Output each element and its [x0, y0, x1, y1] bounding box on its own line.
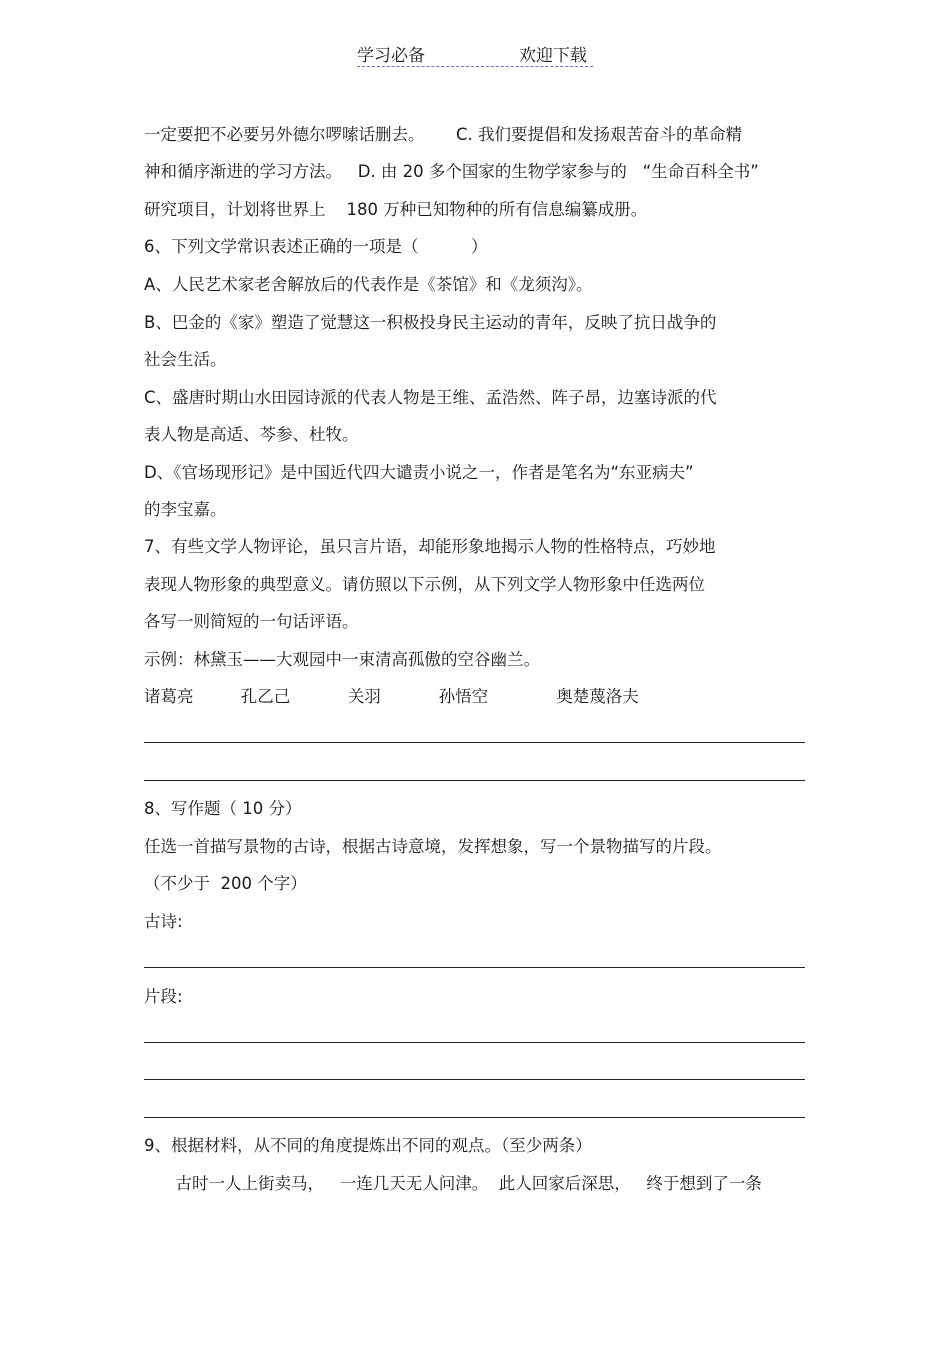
question-6-option-c: C、盛唐时期山水田园诗派的代表人物是王维、孟浩然、阵子昂，边塞诗派的代 — [144, 388, 717, 407]
question-6-option-c-cont: 表人物是高适、芩参、杜牧。 — [144, 425, 359, 444]
question-8-requirement: （不少于 200 个字） — [144, 874, 307, 893]
question-6-option-a: A、人民艺术家老舍解放后的代表作是《茶馆》和《龙须沟》。 — [144, 275, 593, 294]
question-7-characters: 诸葛亮 孔乙己 关羽 孙悟空 奥楚蔑洛夫 — [144, 687, 639, 706]
question-6-stem: 6、下列文学常识表述正确的一项是（ ） — [144, 237, 488, 256]
question-7-stem-cont: 表现人物形象的典型意义。请仿照以下示例，从下列文学人物形象中任选两位 — [144, 575, 705, 594]
question-7-example: 示例：林黛玉——大观园中一束清高孤傲的空谷幽兰。 — [144, 650, 540, 669]
text-line-1: 一定要把不必要另外德尔啰嗦话删去。 C. 我们要提倡和发扬艰苦奋斗的革命精 — [144, 125, 742, 144]
question-6-option-d: D、《官场现形记》是中国近代四大谴责小说之一，作者是笔名为“东亚病夫” — [144, 463, 694, 482]
page-header — [357, 40, 593, 67]
answer-line[interactable] — [144, 1079, 805, 1080]
answer-line[interactable] — [144, 1117, 805, 1118]
text-line-2: 神和循序渐进的学习方法。 D. 由 20 多个国家的生物学家参与的 “生命百科全书” — [144, 162, 759, 181]
header-right-text: 欢迎下载 — [519, 46, 587, 66]
answer-line[interactable] — [144, 742, 805, 743]
question-6-option-b: B、巴金的《家》塑造了觉慧这一积极投身民主运动的青年，反映了抗日战争的 — [144, 313, 717, 332]
answer-line[interactable] — [144, 1042, 805, 1043]
header-left-text: 学习必备 — [357, 46, 425, 66]
question-6-option-b-cont: 社会生活。 — [144, 350, 227, 369]
question-9-stem: 9、根据材料，从不同的角度提炼出不同的观点。（至少两条） — [144, 1136, 592, 1155]
question-8-stem: 8、写作题（ 10 分） — [144, 799, 302, 818]
passage-label: 片段: — [144, 987, 183, 1006]
question-9-material: 古时一人上街卖马， 一连几天无人问津。 此人回家后深思， 终于想到了一条 — [144, 1174, 762, 1193]
answer-line[interactable] — [144, 780, 805, 781]
question-7-stem-cont2: 各写一则简短的一句话评语。 — [144, 612, 359, 631]
text-line-3: 研究项目，计划将世界上 180 万种已知物种的所有信息编纂成册。 — [144, 200, 648, 219]
poem-label: 古诗: — [144, 912, 183, 931]
question-7-stem: 7、有些文学人物评论，虽只言片语，却能形象地揭示人物的性格特点，巧妙地 — [144, 537, 716, 556]
answer-line[interactable] — [144, 967, 805, 968]
question-6-option-d-cont: 的李宝嘉。 — [144, 500, 227, 519]
question-8-instruction: 任选一首描写景物的古诗，根据古诗意境，发挥想象，写一个景物描写的片段。 — [144, 837, 722, 856]
